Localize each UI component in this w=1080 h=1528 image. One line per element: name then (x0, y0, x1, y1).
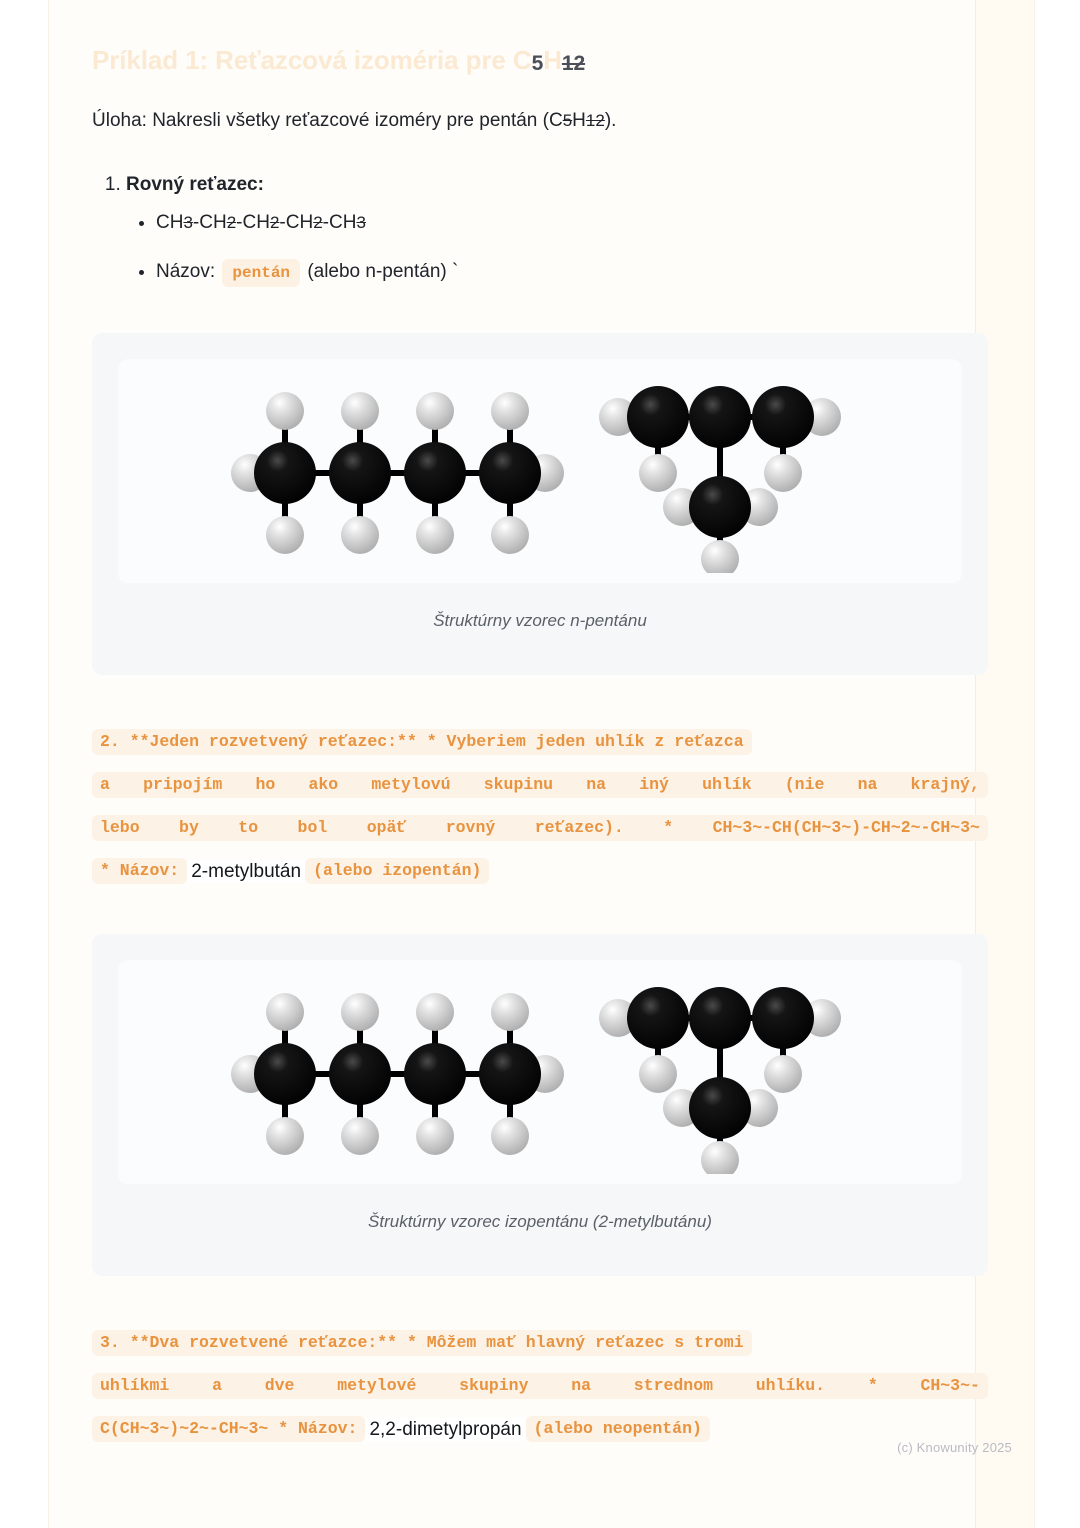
code-word: dve (264, 1375, 295, 1395)
code-word: uhlíku. (755, 1375, 826, 1395)
code-word: bol (297, 817, 328, 837)
figure-card-2 (92, 934, 988, 1276)
formula-subscript: 2 (226, 213, 237, 233)
code-text-suffix: (alebo neopentán) (526, 1416, 710, 1443)
steps-list (92, 174, 988, 285)
code-text (92, 1373, 988, 1400)
branched-chain-model-2 (599, 987, 841, 1174)
bullet-name (156, 259, 988, 286)
code-word: na (571, 1375, 592, 1395)
figure-2-caption: Štruktúrny vzorec izopentánu (2-metylbutánu) (368, 1212, 712, 1232)
task-subscript-12: 12 (585, 110, 605, 130)
code-block-2 (92, 727, 988, 886)
code-line (92, 770, 988, 800)
code-word: skupinu (483, 774, 554, 794)
code-word: a (100, 774, 110, 794)
step-1-title: Rovný reťazec: (126, 174, 264, 196)
formula-atom: -CH (192, 212, 227, 234)
code-word: metylové (337, 1375, 417, 1395)
code-word: opäť (366, 817, 407, 837)
footer-copyright: (c) Knowunity 2025 (897, 1440, 1012, 1455)
molecule-diagram-2 (210, 974, 870, 1174)
code-word: strednom (633, 1375, 713, 1395)
code-word: CH~3~-CH(CH~3~)-CH~2~-CH~3~ (712, 817, 980, 837)
figure-1-image-area (118, 359, 962, 583)
code-word: * (867, 1375, 878, 1395)
task-text-suffix: ). (604, 109, 617, 131)
answer-name: 2-metylbután (187, 860, 305, 883)
code-word: krajný, (910, 774, 980, 794)
code-text: 3. **Dva rozvetvené reťazce:** * Môžem mať hlavný reťazec s tromi (92, 1330, 752, 1357)
code-text-prefix: C(CH~3~)~2~-CH~3~ * Názov: (92, 1416, 365, 1443)
formula-subscript: 3 (183, 213, 193, 233)
figure-1-caption: Štruktúrny vzorec n-pentánu (433, 611, 647, 631)
straight-chain-model-2 (231, 993, 564, 1155)
page-title (92, 44, 988, 77)
name-label: Názov: (156, 260, 216, 282)
page-title-subscript-5: 5 (531, 52, 544, 75)
code-word: na (586, 774, 607, 794)
bullet-formula (156, 210, 988, 237)
code-text-suffix: (alebo izopentán) (305, 858, 489, 885)
formula-atom: -CH (322, 212, 357, 234)
code-word: (nie (784, 774, 825, 794)
code-line (92, 727, 988, 757)
code-word: na (857, 774, 878, 794)
name-code-badge: pentán (222, 259, 300, 287)
formula-atom: -CH (236, 212, 270, 234)
formula-text (156, 212, 366, 233)
code-text (92, 772, 988, 799)
code-word: iný (639, 774, 669, 794)
code-word: CH~3~- (920, 1375, 980, 1395)
code-line (92, 856, 988, 886)
formula-atom: -CH (279, 212, 314, 234)
code-line (92, 1371, 988, 1401)
code-word: ako (308, 774, 339, 794)
page-title-subscript-12: 12 (561, 52, 586, 75)
code-word: rovný (445, 817, 496, 837)
code-text (92, 815, 988, 842)
task-text-prefix: Úloha: Nakresli všetky reťazcové izoméry pre pentán (C (92, 109, 563, 131)
code-word: * (663, 817, 674, 837)
code-word: skupiny (459, 1375, 529, 1395)
formula-atom: CH (156, 212, 184, 234)
code-word: metylovú (371, 774, 451, 794)
task-statement (92, 107, 988, 135)
code-word: a (212, 1375, 222, 1395)
code-word: by (179, 817, 199, 837)
code-line (92, 813, 988, 843)
code-text: 2. **Jeden rozvetvený reťazec:** * Vyberiem jeden uhlík z reťazca (92, 729, 752, 756)
page-title-h: H (543, 45, 562, 75)
code-word: to (238, 817, 259, 837)
formula-subscript: 2 (269, 213, 280, 233)
figure-card-1 (92, 333, 988, 675)
code-word: reťazec). (534, 817, 624, 837)
code-line (92, 1414, 988, 1444)
formula-subscript: 2 (313, 213, 323, 233)
code-word: lebo (100, 817, 140, 837)
step-item-1 (126, 174, 988, 285)
straight-chain-model (231, 392, 564, 554)
code-word: uhlík (702, 774, 752, 794)
code-block-3 (92, 1328, 988, 1444)
answer-name: 2,2-dimetylpropán (365, 1418, 525, 1441)
task-subscript-5: 5 (562, 110, 573, 130)
code-line (92, 1328, 988, 1358)
step-1-bullets (126, 210, 988, 285)
code-word: pripojím (143, 774, 223, 794)
task-h: H (572, 109, 586, 131)
code-word: uhlíkmi (100, 1375, 170, 1395)
code-word: ho (255, 774, 276, 794)
code-text-prefix: * Názov: (92, 858, 187, 885)
name-suffix: (alebo n-pentán) ` (307, 260, 459, 282)
page-title-main: Príklad 1: Reťazcová izoméria pre C (92, 45, 532, 75)
molecule-diagram-1 (210, 373, 870, 573)
branched-chain-model (599, 386, 841, 573)
figure-2-image-area (118, 960, 962, 1184)
formula-subscript: 3 (356, 213, 366, 233)
